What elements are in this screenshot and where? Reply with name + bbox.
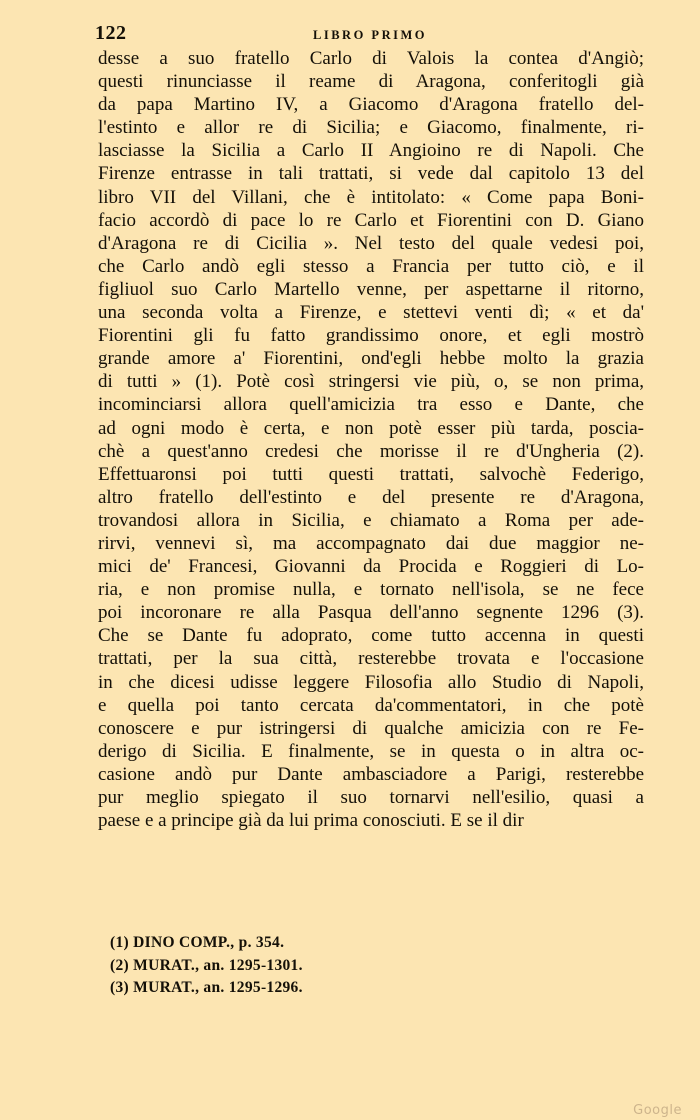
google-watermark: Google	[633, 1103, 682, 1118]
text-line: incominciarsi allora quell'amicizia tra esso e Dante, che	[98, 394, 644, 416]
text-line: trattati, per la sua città, resterebbe trovata e l'occasione	[98, 648, 644, 670]
text-line: Effettuaronsi poi tutti questi trattati, salvochè Federigo,	[98, 463, 644, 485]
text-line: questi rinunciasse il reame di Aragona, conferitogli già	[98, 71, 644, 93]
footnote: (2) MURAT., an. 1295-1301.	[110, 956, 303, 974]
text-line: grande amore a' Fiorentini, ond'egli hebbe molto la grazia	[98, 348, 644, 370]
text-line: trovandosi allora in Sicilia, e chiamato a Roma per ade-	[98, 509, 644, 531]
page-header	[95, 22, 645, 46]
text-line: Fiorentini gli fu fatto grandissimo onore, et egli mostrò	[98, 325, 644, 347]
body-text	[98, 47, 644, 832]
footnotes	[110, 932, 510, 1000]
text-line: altro fratello dell'estinto e del presente re d'Aragona,	[98, 486, 644, 508]
running-head: LIBRO PRIMO	[313, 28, 427, 42]
text-line: lasciasse la Sicilia a Carlo II Angioino re di Napoli. Che	[98, 140, 644, 162]
text-line: figliuol suo Carlo Martello venne, per aspettarne il ritorno,	[98, 278, 644, 300]
text-line: in che dicesi udisse leggere Filosofia allo Studio di Napoli,	[98, 671, 644, 693]
text-line: Che se Dante fu adoprato, come tutto accenna in questi	[98, 625, 644, 647]
text-line: desse a suo fratello Carlo di Valois la contea d'Angiò;	[98, 48, 644, 69]
text-line: derigo di Sicilia. E finalmente, se in questa o in altra oc-	[98, 740, 644, 762]
text-line: conoscere e pur istringersi di qualche amicizia con re Fe-	[98, 717, 644, 739]
text-line: d'Aragona re di Cicilia ». Nel testo del quale vedesi poi,	[98, 232, 644, 254]
text-line: di tutti » (1). Potè così stringersi vie più, o, se non prima,	[98, 371, 644, 393]
footnote: (3) MURAT., an. 1295-1296.	[110, 979, 303, 996]
text-line: paese e a principe già da lui prima conosciuti. E se il dir	[98, 810, 524, 832]
text-line: facio accordò di pace lo re Carlo et Fiorentini con D. Giano	[98, 209, 644, 231]
text-line: casione andò pur Dante ambasciadore a Parigi, resterebbe	[98, 763, 644, 785]
page-number: 122	[95, 22, 127, 44]
text-line: e quella poi tanto cercata da'commentatori, in che potè	[98, 694, 644, 716]
text-line: chè a quest'anno credesi che morisse il re d'Ungheria (2).	[98, 440, 644, 462]
text-line: rirvi, vennevi sì, ma accompagnato dai due maggior ne-	[98, 532, 644, 554]
text-line: pur meglio spiegato il suo tornarvi nell'esilio, quasi a	[98, 787, 644, 808]
text-line: da papa Martino IV, a Giacomo d'Aragona fratello del-	[98, 94, 644, 116]
footnote: (1) DINO COMP., p. 354.	[110, 934, 285, 951]
text-line: libro VII del Villani, che è intitolato: « Come papa Boni-	[98, 186, 644, 208]
text-line: che Carlo andò egli stesso a Francia per tutto ciò, e il	[98, 255, 644, 277]
text-line: ria, e non promise nulla, e tornato nell'isola, se ne fece	[98, 579, 644, 601]
text-line: poi incoronare re alla Pasqua dell'anno segnente 1296 (3).	[98, 602, 644, 624]
text-line: Firenze entrasse in tali trattati, si vede dal capitolo 13 del	[98, 163, 644, 185]
text-line: una seconda volta a Firenze, e stettevi venti dì; « et da'	[98, 302, 644, 324]
text-line: l'estinto e allor re di Sicilia; e Giacomo, finalmente, ri-	[98, 117, 644, 139]
text-line: mici de' Francesi, Giovanni da Procida e Roggieri di Lo-	[98, 556, 644, 578]
text-line: ad ogni modo è certa, e non potè esser più tarda, poscia-	[98, 417, 644, 439]
